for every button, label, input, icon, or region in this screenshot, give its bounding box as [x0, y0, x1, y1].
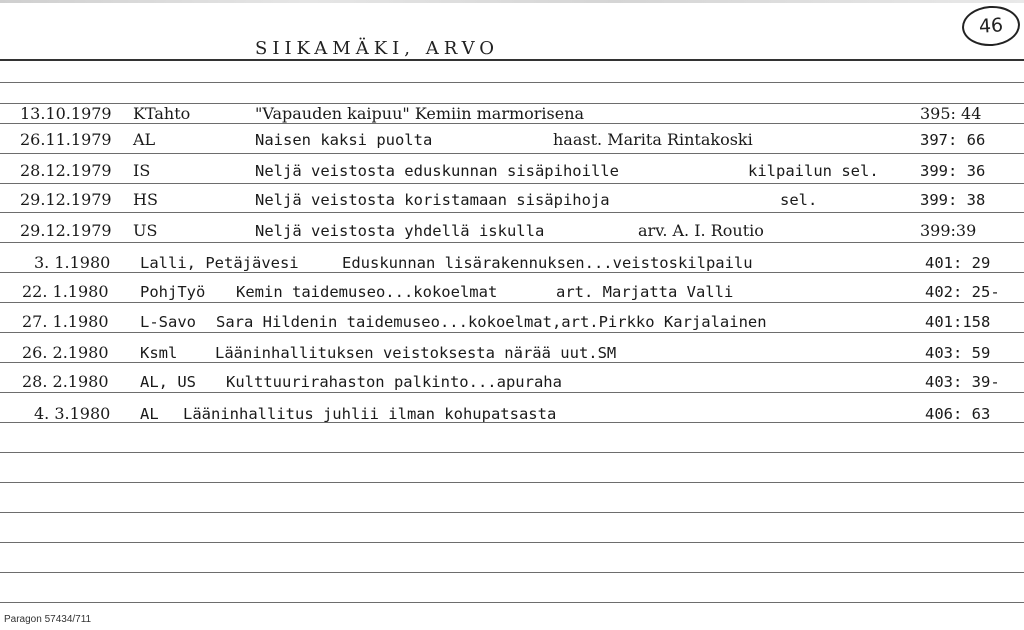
rule-line — [0, 82, 1024, 83]
entry-ref: 403: 39- — [925, 373, 1000, 391]
entry-ref: 401: 29 — [925, 254, 991, 272]
entry-note: sel. — [780, 191, 818, 209]
entry-date: 28. 2.1980 — [22, 372, 109, 391]
card-top-edge — [0, 0, 1024, 3]
entry-headline: Lääninhallituksen veistoksesta närää uut.SM — [215, 344, 617, 362]
printer-imprint: Paragon 57434/711 — [4, 614, 92, 625]
entry-note: kilpailun sel. — [748, 162, 879, 180]
entry-date: 13.10.1979 — [20, 104, 112, 123]
entry-date: 3. 1.1980 — [34, 253, 111, 272]
entry-source: AL — [133, 130, 156, 149]
entry-headline: Eduskunnan lisärakennuksen...veistoskilpailu — [342, 254, 753, 272]
entry-row — [0, 130, 1024, 160]
entry-row — [0, 190, 1024, 220]
entry-source: Ksml — [140, 344, 178, 362]
rule-line — [0, 452, 1024, 453]
rule-line — [0, 602, 1024, 603]
entry-note: haast. Marita Rintakoski — [553, 130, 753, 149]
rule-line — [0, 59, 1024, 61]
card-title: SIIKAMÄKI, ARVO — [255, 38, 500, 59]
entry-headline: Neljä veistosta yhdellä iskulla — [255, 222, 545, 240]
card-number-circled: 46 — [961, 4, 1022, 48]
entry-ref: 395: 44 — [920, 104, 982, 123]
entry-date: 22. 1.1980 — [22, 282, 109, 301]
entry-headline: "Vapauden kaipuu" Kemiin marmorisena — [255, 104, 585, 123]
entry-date: 4. 3.1980 — [34, 404, 111, 423]
entry-row — [0, 343, 1024, 373]
entry-source: KTahto — [133, 104, 191, 123]
entry-date: 28.12.1979 — [20, 161, 112, 180]
entry-row — [0, 161, 1024, 191]
entry-row — [0, 312, 1024, 342]
entry-headline: Naisen kaksi puolta — [255, 131, 433, 149]
entry-source: PohjTyö — [140, 283, 206, 301]
entry-ref: 401:158 — [925, 313, 991, 331]
entry-row — [0, 253, 1024, 283]
entry-ref: 399: 38 — [920, 191, 986, 209]
entry-source: HS — [133, 190, 158, 209]
entry-date: 26.11.1979 — [20, 130, 112, 149]
entry-ref: 402: 25- — [925, 283, 1000, 301]
entry-source: AL, US — [140, 373, 196, 391]
entry-ref: 397: 66 — [920, 131, 986, 149]
entry-note: arv. A. I. Routio — [638, 221, 764, 240]
rule-line — [0, 542, 1024, 543]
entry-source: L-Savo — [140, 313, 196, 331]
entry-source: IS — [133, 161, 151, 180]
rule-line — [0, 572, 1024, 573]
entry-date: 26. 2.1980 — [22, 343, 109, 362]
entry-headline: Neljä veistosta eduskunnan sisäpihoille — [255, 162, 619, 180]
entry-row — [0, 372, 1024, 402]
rule-line — [0, 482, 1024, 483]
entry-row — [0, 404, 1024, 434]
entry-ref: 403: 59 — [925, 344, 991, 362]
entry-ref: 406: 63 — [925, 405, 991, 423]
entry-date: 27. 1.1980 — [22, 312, 109, 331]
entry-date: 29.12.1979 — [20, 190, 112, 209]
entry-source: AL — [140, 405, 159, 423]
entry-headline: Sara Hildenin taidemuseo...kokoelmat,art.Pirkko Karjalainen — [216, 313, 767, 331]
entry-date: 29.12.1979 — [20, 221, 112, 240]
entry-source: US — [133, 221, 158, 240]
entry-ref: 399: 36 — [920, 162, 986, 180]
entry-headline: Neljä veistosta koristamaan sisäpihoja — [255, 191, 610, 209]
entry-row — [0, 221, 1024, 251]
entry-note: art. Marjatta Valli — [556, 283, 734, 301]
entry-headline: Lääninhallitus juhlii ilman kohupatsasta — [183, 405, 557, 423]
entry-ref: 399:39 — [920, 221, 977, 240]
entry-source: Lalli, Petäjävesi — [140, 254, 299, 272]
entry-row — [0, 282, 1024, 312]
rule-line — [0, 512, 1024, 513]
entry-headline: Kulttuurirahaston palkinto...apuraha — [226, 373, 562, 391]
entry-headline: Kemin taidemuseo...kokoelmat — [236, 283, 498, 301]
